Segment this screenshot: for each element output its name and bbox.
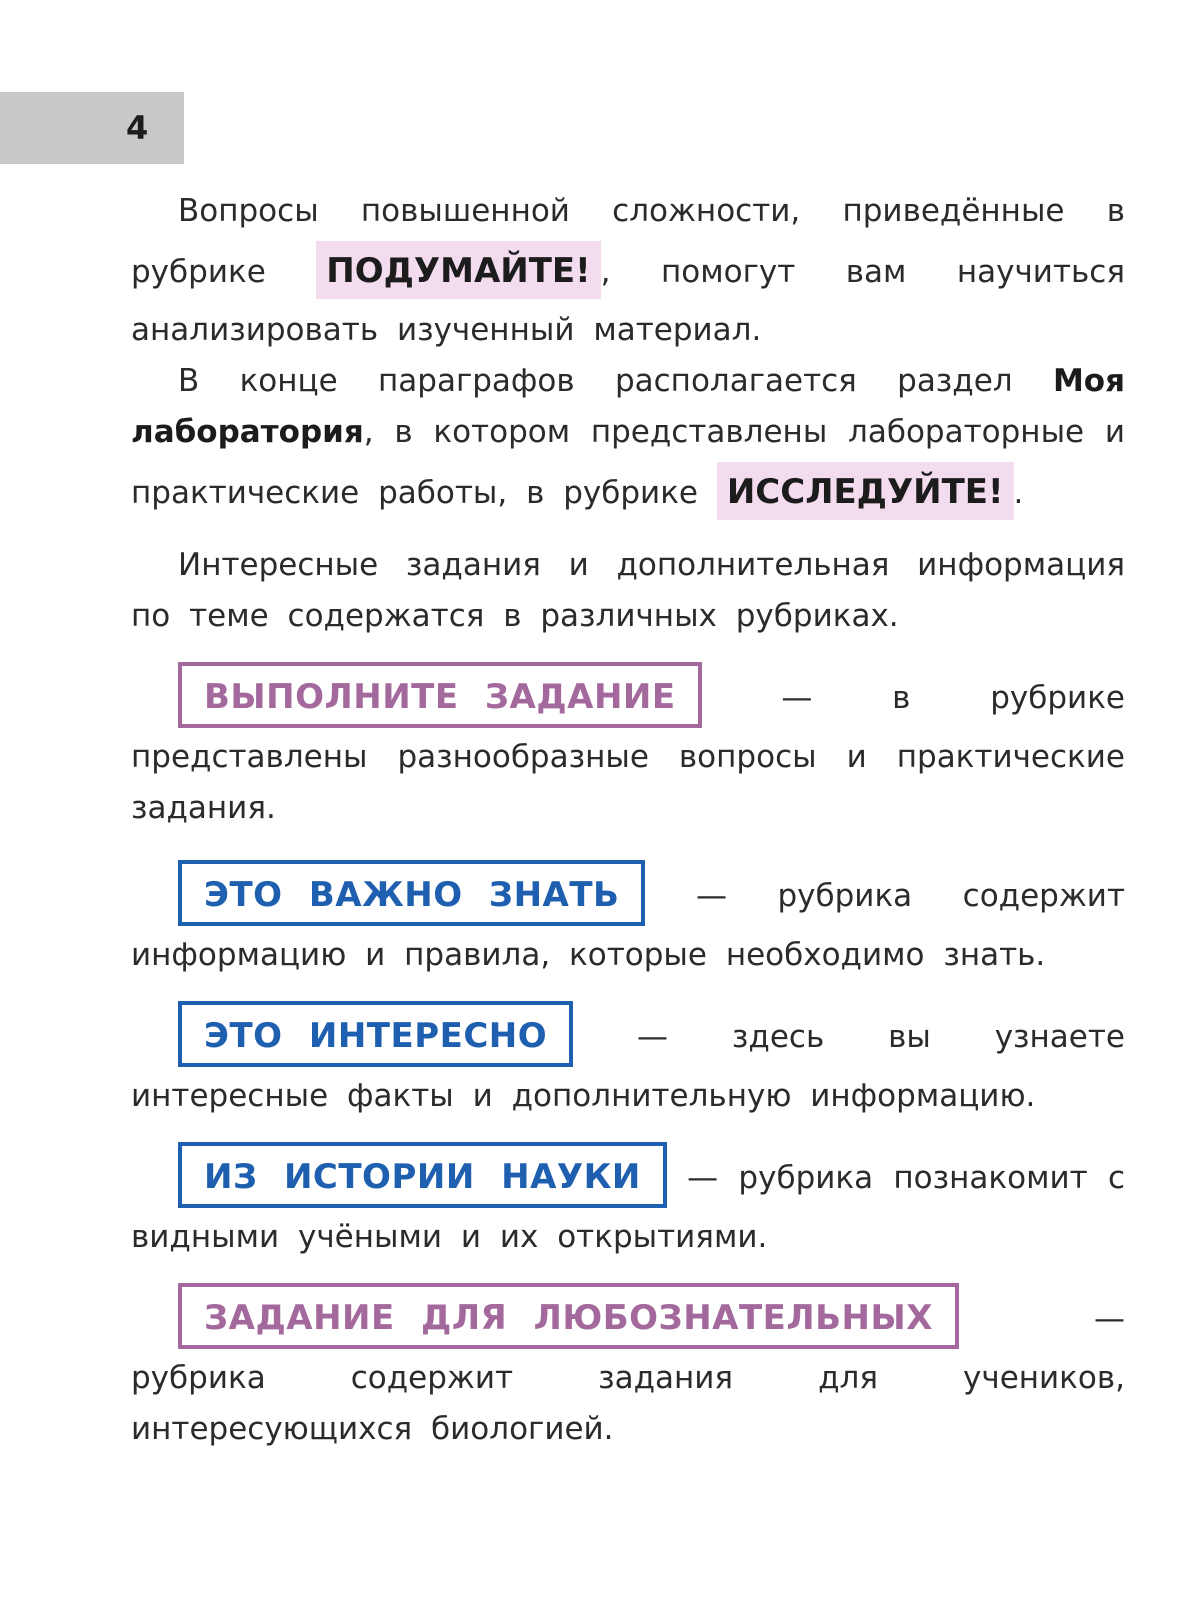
rubric-explore-highlight: ИССЛЕДУЙТЕ! (717, 462, 1014, 520)
rubric-description: — рубрика познакомит с видными учёными и их открытиями. (131, 1160, 1125, 1255)
rubric-box-history: ИЗ ИСТОРИИ НАУКИ (178, 1142, 667, 1208)
paragraph-text: , в котором представлены лабораторные и практические работы, в рубрике (131, 414, 1125, 511)
page-content (131, 186, 1125, 1455)
rubric-description: — здесь вы узнаете интересные факты и дополнительную информацию. (131, 1019, 1125, 1114)
rubric-box-curious: ЗАДАНИЕ ДЛЯ ЛЮБОЗНАТЕЛЬНЫХ (178, 1283, 959, 1349)
rubric-item-interesting (131, 995, 1125, 1122)
page-number: 4 (0, 92, 184, 164)
rubric-item-history (131, 1136, 1125, 1263)
paragraph-text: . (1013, 475, 1024, 511)
rubric-description: — рубрика содержит информацию и правила, которые необходимо знать. (131, 878, 1125, 973)
rubric-box-interesting: ЭТО ИНТЕРЕСНО (178, 1001, 573, 1067)
paragraph-thinking (131, 186, 1125, 356)
paragraph-text: , помогут вам научиться анализировать изученный материал. (131, 254, 1125, 348)
paragraph-laboratory (131, 356, 1125, 526)
rubric-box-important: ЭТО ВАЖНО ЗНАТЬ (178, 860, 645, 926)
rubric-item-important (131, 854, 1125, 981)
paragraph-rubrics-intro (131, 540, 1125, 642)
rubric-description: — рубрика содержит задания для учеников, интересующихся биологией. (131, 1301, 1125, 1447)
paragraph-text: В конце параграфов располагается раздел (178, 363, 1053, 399)
rubric-think-highlight: ПОДУМАЙТЕ! (316, 241, 600, 299)
rubric-box-do-task: ВЫПОЛНИТЕ ЗАДАНИЕ (178, 662, 702, 728)
rubric-item-curious (131, 1277, 1125, 1455)
paragraph-text: Вопросы повышенной сложности, приведённые в рубрике (131, 193, 1125, 290)
paragraph-text: Интересные задания и дополнительная информация по теме содержатся в различных рубриках. (131, 547, 1125, 634)
rubric-item-do-task (131, 656, 1125, 834)
rubric-description: — в рубрике представлены разнообразные вопросы и практические задания. (131, 680, 1125, 826)
section-name-laboratory: Моя лаборатория (131, 363, 1125, 450)
